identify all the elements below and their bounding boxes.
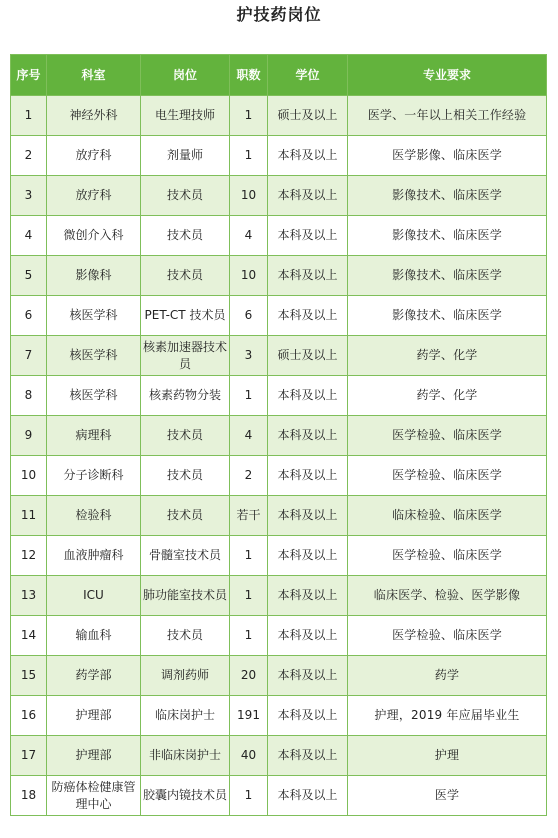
cell-no: 16 (11, 696, 47, 736)
cell-dept: 微创介入科 (47, 216, 141, 256)
cell-no: 1 (11, 96, 47, 136)
table-row (11, 176, 547, 216)
cell-degree: 本科及以上 (268, 776, 348, 816)
cell-dept: 核医学科 (47, 376, 141, 416)
cell-major: 护理，2019 年应届毕业生 (348, 696, 547, 736)
cell-major: 医学检验、临床医学 (348, 616, 547, 656)
table-row (11, 96, 547, 136)
cell-no: 10 (11, 456, 47, 496)
cell-count: 20 (230, 656, 268, 696)
cell-dept: 药学部 (47, 656, 141, 696)
header-degree: 学位 (268, 55, 348, 96)
table-row (11, 416, 547, 456)
cell-dept: 护理部 (47, 736, 141, 776)
cell-count: 4 (230, 216, 268, 256)
cell-degree: 本科及以上 (268, 696, 348, 736)
cell-degree: 本科及以上 (268, 656, 348, 696)
cell-count: 40 (230, 736, 268, 776)
cell-dept: ICU (47, 576, 141, 616)
cell-no: 9 (11, 416, 47, 456)
cell-major: 药学 (348, 656, 547, 696)
cell-major: 医学检验、临床医学 (348, 536, 547, 576)
cell-degree: 本科及以上 (268, 216, 348, 256)
cell-count: 10 (230, 176, 268, 216)
cell-degree: 本科及以上 (268, 136, 348, 176)
cell-count: 1 (230, 136, 268, 176)
cell-major: 医学、一年以上相关工作经验 (348, 96, 547, 136)
cell-major: 影像技术、临床医学 (348, 216, 547, 256)
cell-degree: 本科及以上 (268, 176, 348, 216)
cell-major: 医学影像、临床医学 (348, 136, 547, 176)
positions-table (10, 54, 547, 816)
table-row (11, 576, 547, 616)
cell-count: 4 (230, 416, 268, 456)
cell-no: 11 (11, 496, 47, 536)
cell-degree: 硕士及以上 (268, 96, 348, 136)
cell-no: 6 (11, 296, 47, 336)
cell-degree: 本科及以上 (268, 536, 348, 576)
cell-major: 影像技术、临床医学 (348, 176, 547, 216)
header-major: 专业要求 (348, 55, 547, 96)
cell-post: 技术员 (141, 496, 230, 536)
header-count: 职数 (230, 55, 268, 96)
cell-no: 18 (11, 776, 47, 816)
cell-major: 医学检验、临床医学 (348, 416, 547, 456)
page-title: 护技药岗位 (236, 5, 322, 24)
cell-post: 技术员 (141, 456, 230, 496)
table-row (11, 216, 547, 256)
cell-post: 技术员 (141, 416, 230, 456)
cell-major: 影像技术、临床医学 (348, 296, 547, 336)
cell-degree: 本科及以上 (268, 496, 348, 536)
cell-major: 临床检验、临床医学 (348, 496, 547, 536)
cell-post: 技术员 (141, 176, 230, 216)
cell-degree: 本科及以上 (268, 256, 348, 296)
cell-post: 技术员 (141, 256, 230, 296)
cell-count: 10 (230, 256, 268, 296)
cell-post: 技术员 (141, 216, 230, 256)
cell-dept: 分子诊断科 (47, 456, 141, 496)
cell-post: 核素加速器技术员 (141, 336, 230, 376)
cell-no: 14 (11, 616, 47, 656)
cell-degree: 本科及以上 (268, 376, 348, 416)
cell-degree: 本科及以上 (268, 616, 348, 656)
cell-dept: 放疗科 (47, 136, 141, 176)
cell-count: 3 (230, 336, 268, 376)
cell-post: 临床岗护士 (141, 696, 230, 736)
table-row (11, 536, 547, 576)
cell-dept: 病理科 (47, 416, 141, 456)
cell-post: 非临床岗护士 (141, 736, 230, 776)
cell-count: 1 (230, 776, 268, 816)
cell-post: 剂量师 (141, 136, 230, 176)
table-row (11, 296, 547, 336)
cell-dept: 放疗科 (47, 176, 141, 216)
cell-dept: 影像科 (47, 256, 141, 296)
cell-no: 3 (11, 176, 47, 216)
table-row (11, 336, 547, 376)
cell-count: 1 (230, 96, 268, 136)
cell-no: 2 (11, 136, 47, 176)
cell-dept: 核医学科 (47, 336, 141, 376)
cell-dept: 输血科 (47, 616, 141, 656)
table-row (11, 616, 547, 656)
cell-no: 7 (11, 336, 47, 376)
table-row (11, 736, 547, 776)
table-row (11, 656, 547, 696)
cell-dept: 检验科 (47, 496, 141, 536)
cell-post: 骨髓室技术员 (141, 536, 230, 576)
cell-count: 191 (230, 696, 268, 736)
cell-no: 13 (11, 576, 47, 616)
cell-degree: 本科及以上 (268, 576, 348, 616)
cell-no: 12 (11, 536, 47, 576)
cell-major: 医学 (348, 776, 547, 816)
cell-dept: 护理部 (47, 696, 141, 736)
cell-degree: 本科及以上 (268, 736, 348, 776)
cell-post: 电生理技师 (141, 96, 230, 136)
cell-post: 核素药物分装 (141, 376, 230, 416)
cell-post: 技术员 (141, 616, 230, 656)
cell-no: 17 (11, 736, 47, 776)
table-row (11, 376, 547, 416)
cell-dept: 防癌体检健康管理中心 (47, 776, 141, 816)
cell-major: 临床医学、检验、医学影像 (348, 576, 547, 616)
table-row (11, 456, 547, 496)
header-dept: 科室 (47, 55, 141, 96)
table-row (11, 256, 547, 296)
table-row (11, 496, 547, 536)
cell-count: 6 (230, 296, 268, 336)
cell-count: 若干 (230, 496, 268, 536)
cell-major: 医学检验、临床医学 (348, 456, 547, 496)
cell-dept: 血液肿瘤科 (47, 536, 141, 576)
cell-count: 1 (230, 616, 268, 656)
cell-no: 5 (11, 256, 47, 296)
header-post: 岗位 (141, 55, 230, 96)
cell-count: 2 (230, 456, 268, 496)
cell-degree: 本科及以上 (268, 456, 348, 496)
cell-post: 调剂药师 (141, 656, 230, 696)
cell-post: PET-CT 技术员 (141, 296, 230, 336)
cell-no: 15 (11, 656, 47, 696)
cell-post: 肺功能室技术员 (141, 576, 230, 616)
cell-post: 胶囊内镜技术员 (141, 776, 230, 816)
cell-degree: 硕士及以上 (268, 336, 348, 376)
cell-count: 1 (230, 376, 268, 416)
table-row (11, 776, 547, 816)
header-no: 序号 (11, 55, 47, 96)
table-header-row (11, 55, 547, 96)
cell-no: 8 (11, 376, 47, 416)
cell-dept: 核医学科 (47, 296, 141, 336)
cell-dept: 神经外科 (47, 96, 141, 136)
cell-major: 影像技术、临床医学 (348, 256, 547, 296)
cell-no: 4 (11, 216, 47, 256)
table-row (11, 696, 547, 736)
cell-count: 1 (230, 576, 268, 616)
cell-count: 1 (230, 536, 268, 576)
cell-major: 药学、化学 (348, 376, 547, 416)
cell-degree: 本科及以上 (268, 296, 348, 336)
cell-degree: 本科及以上 (268, 416, 348, 456)
cell-major: 药学、化学 (348, 336, 547, 376)
cell-major: 护理 (348, 736, 547, 776)
table-row (11, 136, 547, 176)
